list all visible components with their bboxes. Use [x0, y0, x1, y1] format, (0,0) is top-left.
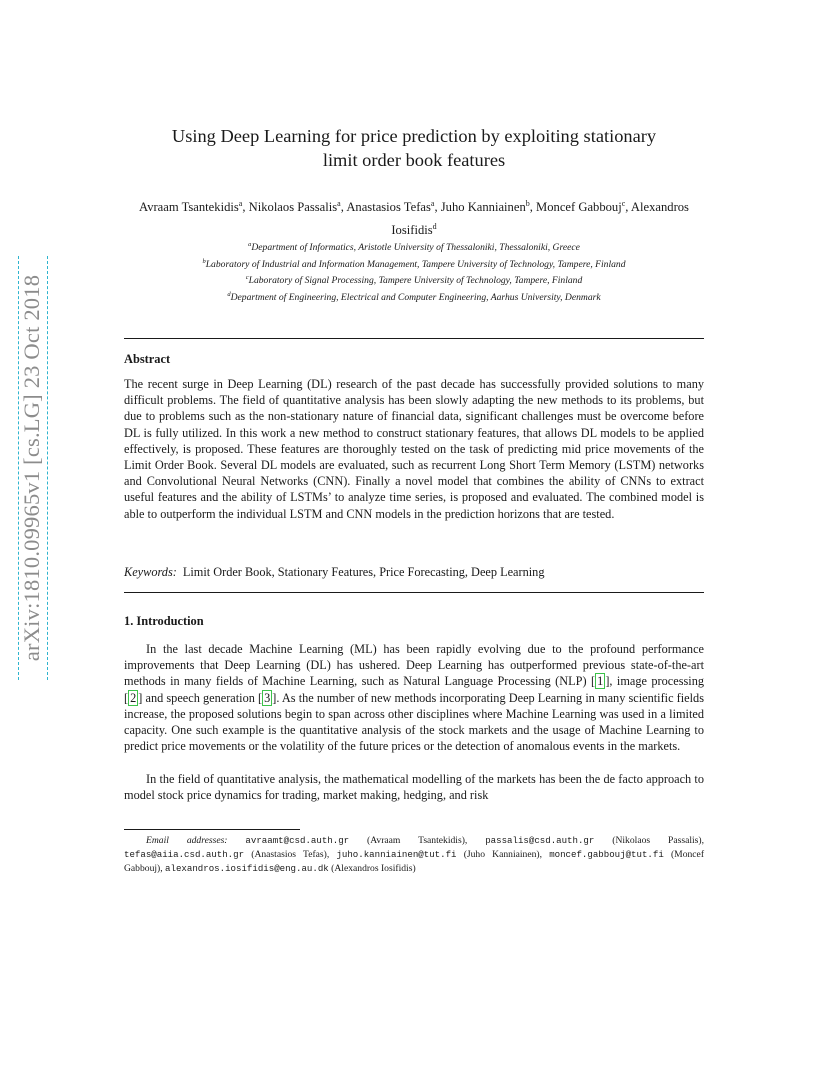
intro-text: , image processing: [609, 674, 704, 689]
affiliation: [124, 271, 704, 288]
abstract-heading: Abstract: [124, 352, 171, 366]
intro-paragraph-2: In the field of quantitative analysis, the mathematical modelling of the markets has been the de facto approach to model stock price dynamics for trading, market making, hedging, and risk: [124, 772, 704, 803]
email-link[interactable]: alexandros.iosifidis@eng.au.dk: [165, 863, 329, 874]
email-owner: (Moncef Gabbouj),: [124, 849, 705, 874]
author: Nikolaos Passalis: [248, 200, 338, 215]
affiliation-mark: d: [227, 290, 231, 298]
affiliation-mark: c: [245, 274, 249, 282]
citation-link[interactable]: 3: [264, 690, 271, 705]
keywords-label: Keywords:: [124, 565, 177, 579]
email-link[interactable]: tefas@aiia.csd.auth.gr: [124, 849, 245, 860]
title-line-2: limit order book features: [322, 150, 506, 170]
author-mark: c: [621, 199, 626, 208]
intro-paragraph-1: In the last decade Machine Learning (ML) has been rapidly evolving due to the profound performance improvements that Deep Learning (DL) has ushered. Deep Learning has outperformed previous state-of-the-art methods in many fields of Machine Learning, such as Natural Language Processing (NLP) [ 1 ], image processing [ 2 ] and speech generation [ 3 ]. As the number of new methods incorporating Deep Learning in many scientific fields increase, the proposed solutions begin to span across other disciplines where Machine Learning was used in a limited capacity. One such example is the quantitative analysis of the stock markets and the usage of Machine Learning to predict price movements or the volatility of the future prices or the detection of anomalous events in the markets.: [124, 642, 704, 754]
email-owner: (Avraam Tsantekidis),: [367, 835, 468, 846]
footnote-emails: [124, 834, 704, 876]
footnote-rule: [124, 829, 300, 830]
email-owner: (Juho Kanniainen),: [463, 849, 542, 860]
affiliations: [124, 238, 704, 304]
email-link[interactable]: avraamt@csd.auth.gr: [245, 835, 350, 846]
affiliation-text: Laboratory of Signal Processing, Tampere University of Technology, Tampere, Finland: [248, 275, 583, 287]
citation-link[interactable]: 1: [597, 674, 604, 689]
affiliation: [124, 255, 704, 272]
author: Avraam Tsantekidis: [139, 200, 239, 215]
section-heading-introduction: 1. Introduction: [124, 614, 204, 628]
affiliation-text: Department of Engineering, Electrical and Computer Engineering, Aarhus University, Denmark: [230, 291, 601, 303]
author-list: Avraam Tsantekidis$^a$, Nikolaos Passalis$^a$, Anastasios Tefas$^a$, Juho Kanniainen$^b$, Moncef Gabbouj$^c$, Alexandros Iosifidis$^d$: [139, 199, 689, 238]
author-mark: a: [238, 199, 243, 208]
abstract-top-rule: [124, 338, 704, 339]
author-mark: a: [337, 199, 341, 208]
email-link[interactable]: moncef.gabbouj@tut.fi: [549, 849, 664, 860]
intro-text: . As the number of new methods incorporating Deep Learning in many scientific fields increase, the proposed solutions begin to span across other disciplines where Machine Learning was used in a limited capacity. One such example is the quantitative analysis of the stock markets and the usage of Machine Learning to predict price movements or the volatility of the future prices or the detection of anomalous events in the markets.: [124, 690, 704, 754]
arxiv-id: arXiv:1810.09965v1 [cs.LG] 23 Oct 2018: [19, 274, 45, 662]
arxiv-stamp: [14, 258, 50, 678]
author: Alexandros Iosifidis: [391, 200, 689, 238]
affiliation: [124, 288, 704, 305]
author: Juho Kanniainen: [440, 200, 526, 215]
keywords: [124, 564, 544, 580]
intro-text: and speech generation: [142, 690, 259, 705]
email-owner: (Anastasios Tefas),: [251, 849, 330, 860]
abstract-bottom-rule: [124, 592, 704, 593]
author: Moncef Gabbouj: [536, 200, 622, 215]
keywords-list: Limit Order Book, Stationary Features, Price Forecasting, Deep Learning: [182, 565, 545, 579]
paper-title: [124, 124, 704, 172]
author-mark: a: [430, 199, 435, 208]
affiliation-mark: a: [248, 241, 252, 248]
email-link[interactable]: juho.kanniainen@tut.fi: [336, 849, 457, 860]
email-owner: (Alexandros Iosifidis): [331, 863, 416, 874]
author-mark: d: [432, 222, 437, 232]
email-owner: (Nikolaos Passalis),: [612, 835, 704, 846]
affiliation-text: Department of Informatics, Aristotle University of Thessaloniki, Thessaloniki, Greece: [251, 242, 580, 254]
affiliation-mark: b: [202, 257, 206, 265]
email-link[interactable]: passalis@csd.auth.gr: [485, 835, 595, 846]
author-mark: b: [525, 199, 530, 208]
title-line-1: Using Deep Learning for price prediction by exploiting stationary: [171, 126, 657, 146]
affiliation: [124, 238, 704, 255]
author: Anastasios Tefas: [346, 200, 431, 215]
footnote-label: Email addresses:: [146, 835, 228, 846]
abstract-body: The recent surge in Deep Learning (DL) research of the past decade has successfully provided solutions to many difficult problems. The field of quantitative analysis has been slowly adapting the new methods to its problems, but due to problems such as the non-stationary nature of financial data, significant challenges must be overcome before DL is fully utilized. In this work a new method to construct stationary features, that allows DL models to be applied effectively, is proposed. These features are thoroughly tested on the task of predicting mid price movements of the Limit Order Book. Several DL models are evaluated, such as recurrent Long Short Term Memory (LSTM) networks and Convolutional Neural Networks (CNN). Finally a novel model that combines the ability of CNNs to extract useful features and the ability of LSTMs’ to analyze time series, is proposed and evaluated. The combined model is able to outperform the individual LSTM and CNN models in the prediction horizons that are tested.: [124, 377, 704, 521]
citation-link[interactable]: 2: [130, 690, 137, 705]
affiliation-text: Laboratory of Industrial and Information Management, Tampere University of Technology, Tampere, Finland: [205, 258, 626, 270]
intro-text: In the last decade Machine Learning (ML) has been rapidly evolving due to the profound performance improvements that Deep Learning (DL) has ushered. Deep Learning has outperformed previous state-of-the-art methods in many fields of Machine Learning, such as Natural Language Processing (NLP): [124, 642, 704, 689]
